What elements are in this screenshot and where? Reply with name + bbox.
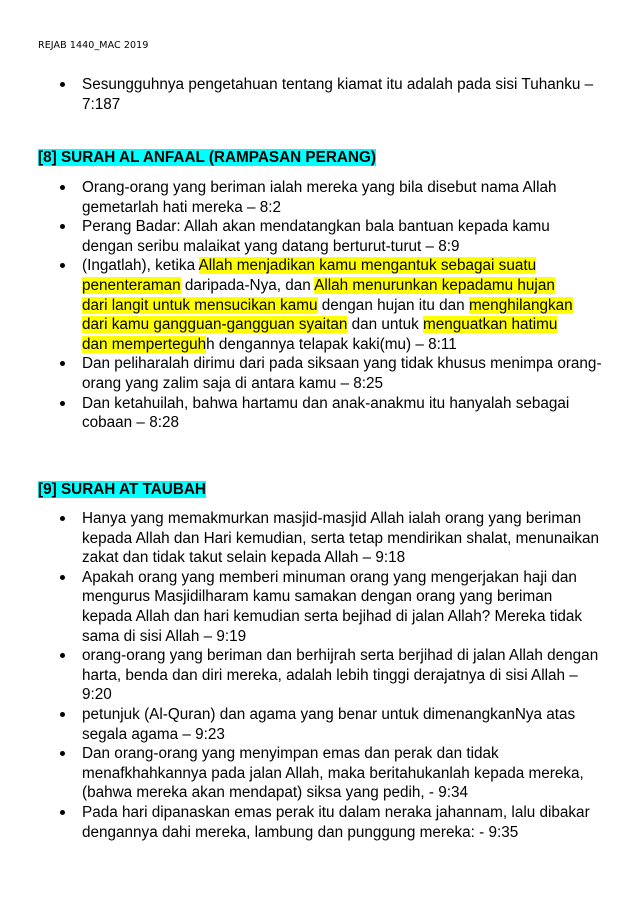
list-item-highlighted: (Ingatlah), ketika Allah menjadikan kamu mengantuk sebagai suatu penenteraman daripada-Nya, dan Allah menurunkan kepadamu hujan dari langit untuk mensucikan kamu dengan hujan itu dan menghilangkan dari kamu gangguan-gangguan syaitan dan untuk menguatkan hatimu dan memperteguhh dengannya telapak kaki(mu) – 8:11: [38, 256, 603, 354]
list-item: Perang Badar: Allah akan mendatangkan bala bantuan kepada kamu dengan seribu malaikat yang datang berturut-turut – 8:9: [38, 217, 603, 256]
section-heading-al-anfaal: [38, 148, 376, 168]
section-heading-at-taubah: [38, 480, 206, 500]
highlight: Allah menjadikan kamu mengantuk sebagai suatu: [198, 257, 537, 275]
highlight: dan memperteguh: [82, 335, 207, 353]
top-list: [38, 75, 603, 114]
highlight: Allah menurunkan kepadamu hujan: [314, 276, 555, 294]
highlight: dari langit untuk mensucikan kamu: [82, 296, 318, 314]
al-anfaal-list: [38, 178, 603, 433]
list-item: Dan ketahuilah, bahwa hartamu dan anak-anakmu itu hanyalah sebagai cobaan – 8:28: [38, 394, 603, 433]
heading-text: [9] SURAH AT TAUBAH: [38, 481, 206, 498]
heading-text: [8] SURAH AL ANFAAL (RAMPASAN PERANG): [38, 149, 376, 166]
highlight: dari kamu gangguan-gangguan syaitan: [82, 316, 348, 334]
list-item: orang-orang yang beriman dan berhijrah serta berjihad di jalan Allah dengan harta, benda dan diri mereka, adalah lebih tinggi derajatnya di sisi Allah – 9:20: [38, 646, 603, 705]
at-taubah-list: [38, 509, 603, 842]
list-item: Apakah orang yang memberi minuman orang yang mengerjakan haji dan mengurus Masjidilharam kamu samakan dengan orang yang beriman kepada Allah dan hari kemudian serta bejihad di jalan Allah? Mereka tidak sama di sisi Allah – 9:19: [38, 568, 603, 646]
page-header: REJAB 1440_MAC 2019: [38, 40, 149, 51]
list-item: Dan orang-orang yang menyimpan emas dan perak dan tidak menafkhahkannya pada jalan Allah, maka beritahukanlah kepada mereka, (bahwa mereka akan mendapat) siksa yang pedih, - 9:34: [38, 744, 603, 803]
list-item: Dan peliharalah dirimu dari pada siksaan yang tidak khusus menimpa orang-orang yang zalim saja di antara kamu – 8:25: [38, 354, 603, 393]
highlight: menghilangkan: [468, 296, 573, 314]
list-item: petunjuk (Al-Quran) dan agama yang benar untuk dimenangkanNya atas segala agama – 9:23: [38, 705, 603, 744]
list-item: Pada hari dipanaskan emas perak itu dalam neraka jahannam, lalu dibakar dengannya dahi mereka, lambung dan punggung mereka: - 9:35: [38, 803, 603, 842]
list-item: Hanya yang memakmurkan masjid-masjid Allah ialah orang yang beriman kepada Allah dan Hari kemudian, serta tetap mendirikan shalat, menunaikan zakat dan tidak takut selain kepada Allah – 9:18: [38, 509, 603, 568]
list-item: Sesungguhnya pengetahuan tentang kiamat itu adalah pada sisi Tuhanku – 7:187: [38, 75, 603, 114]
list-item: Orang-orang yang beriman ialah mereka yang bila disebut nama Allah gemetarlah hati mereka – 8:2: [38, 178, 603, 217]
highlight: menguatkan hatimu: [423, 316, 558, 334]
highlight: penenteraman: [82, 276, 181, 294]
